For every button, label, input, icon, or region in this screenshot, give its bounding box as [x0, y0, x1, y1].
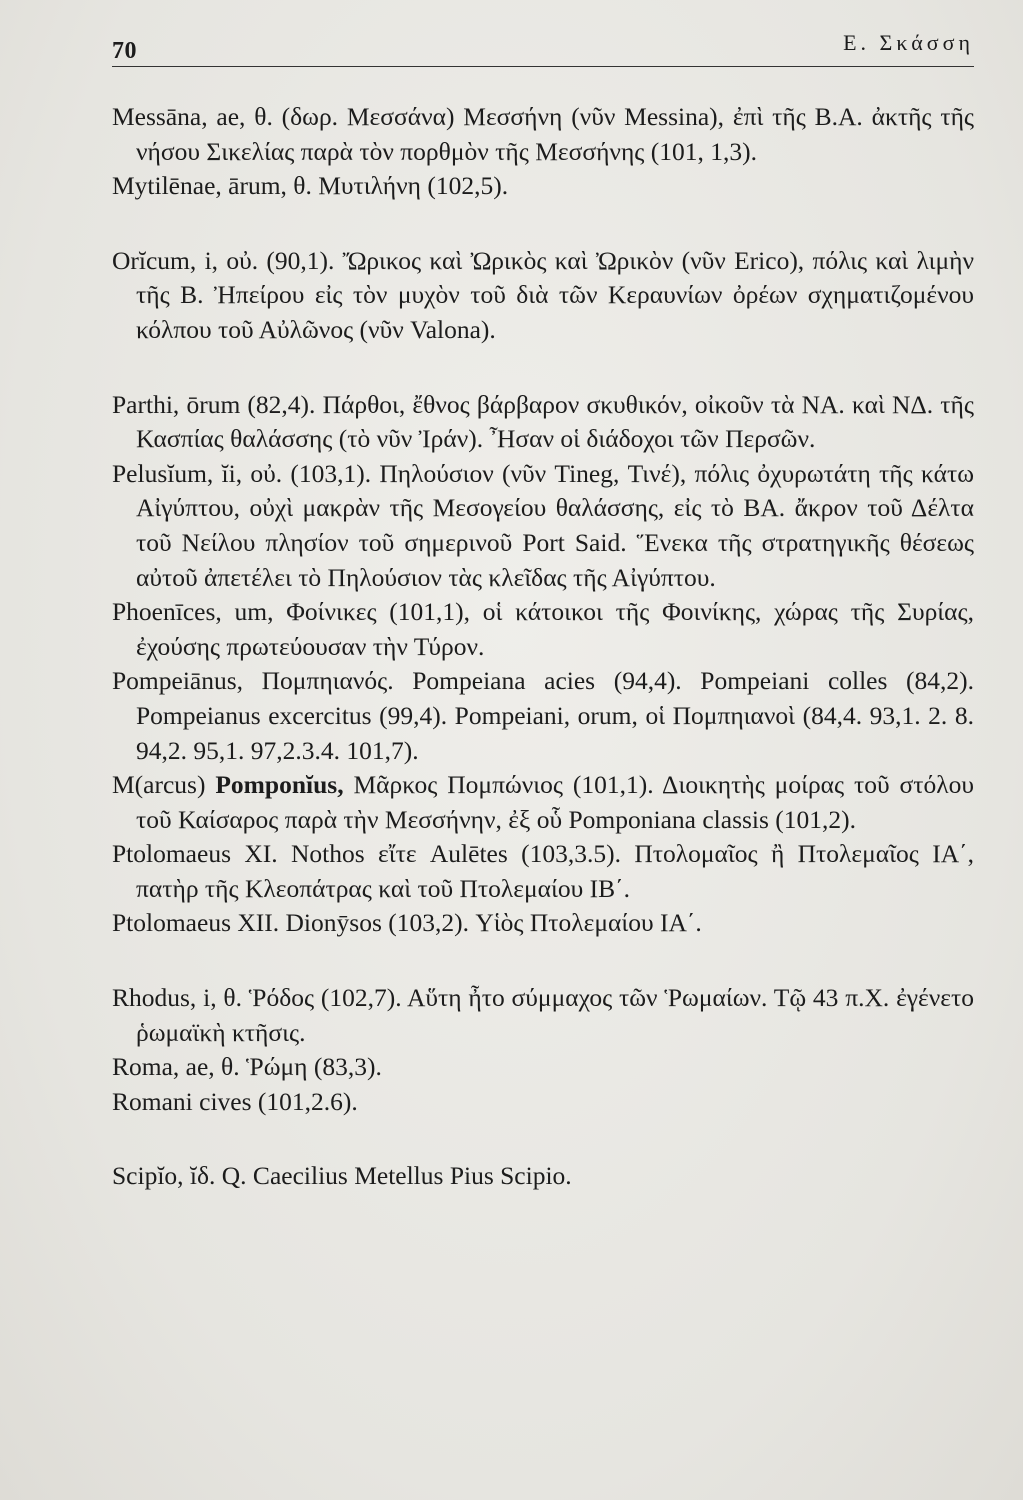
entry-pomponius-body: Μᾶρκος Πομπώνιος (101,1). Διοικητὴς μοίρας τοῦ στόλου τοῦ Καίσαρος παρὰ τὴν Μεσσήνην, ἐξ οὗ Pomponiana classis (101,2).: [136, 770, 974, 834]
running-head: Ε. Σκάσση: [843, 30, 974, 55]
page-header: [112, 22, 974, 66]
entry-messana: Messāna, ae, θ. (δωρ. Μεσσάνα) Μεσσήνη (νῦν Messina), ἐπὶ τῆς Β.Α. ἀκτῆς τῆς νήσου Σικελίας παρὰ τὸν πορθμὸν τῆς Μεσσήνης (101, 1,3).: [112, 102, 974, 166]
entry-romani-cives: Romani cives (101,2.6).: [112, 1086, 358, 1116]
entry-phoenices: Phoenīces, um, Φοίνικες (101,1), οἱ κάτοικοι τῆς Φοινίκης, χώρας τῆς Συρίας, ἐχούσης πρωτεύουσαν τὴν Τύρον.: [112, 597, 974, 661]
page-number: 70: [112, 38, 137, 64]
entry-ptolomaeus-xi: Ptolomaeus XI. Nothos εἴτε Aulētes (103,3.5). Πτολομαῖος ἢ Πτολεμαῖος ΙΑ΄, πατὴρ τῆς Κλεοπάτρας καὶ τοῦ Πτολεμαίου ΙΒ΄.: [112, 839, 974, 903]
entry-rhodus: Rhodus, i, θ. Ῥόδος (102,7). Αὕτη ἦτο σύμμαχος τῶν Ῥωμαίων. Τῷ 43 π.Χ. ἐγένετο ῥωμαϊκὴ κτῆσις.: [112, 983, 974, 1047]
entry-pomponius-prefix: M(arcus): [112, 770, 216, 800]
glossary-entries: [112, 100, 974, 1194]
entry-pelusium: Pelusĭum, ĭi, οὐ. (103,1). Πηλούσιον (νῦν Tineg, Τινέ), πόλις ὀχυρωτάτη τῆς κάτω Αἰγύπτου, οὐχὶ μακρὰν τῆς Μεσογείου θαλάσσης, εἰς τὸ ΒΑ. ἄκρον τοῦ Δέλτα τοῦ Νείλου πλησίον τοῦ σημερινοῦ Port Said. Ἕνεκα τῆς στρατηγικῆς θέσεως αὐτοῦ ἀπετέλει τὸ Πηλούσιον τὰς κλεῖδας τῆς Αἰγύπτου.: [112, 458, 974, 592]
entry-roma: Roma, ae, θ. Ῥώμη (83,3).: [112, 1052, 382, 1082]
entry-pompeianus: Pompeiānus, Πομπηιανός. Pompeiana acies (94,4). Pompeiani colles (84,2). Pompeianus excercitus (99,4). Pompeiani, orum, οἱ Πομπηιανοὶ (84,4. 93,1. 2. 8. 94,2. 95,1. 97,2.3.4. 101,7).: [112, 666, 974, 765]
entry-pomponius-headword: Pomponĭus,: [215, 770, 344, 800]
entry-ptolomaeus-xii: Ptolomaeus XII. Dionȳsos (103,2). Υἱὸς Πτολεμαίου ΙΑ΄.: [112, 908, 702, 938]
entry-scipio: Scipĭo, ĭδ. Q. Caecilius Metellus Pius Scipio.: [112, 1161, 572, 1191]
header-rule: [112, 66, 974, 67]
entry-mytilenae: Mytilēnae, ārum, θ. Μυτιλήνη (102,5).: [112, 171, 509, 201]
entry-pomponius: [112, 768, 974, 837]
entry-parthi: Parthi, ōrum (82,4). Πάρθοι, ἔθνος βάρβαρον σκυθικόν, οἰκοῦν τὰ ΝΑ. καὶ ΝΔ. τῆς Κασπίας θαλάσσης (τὸ νῦν Ἰράν). Ἦσαν οἱ διάδοχοι τῶν Περσῶν.: [112, 389, 974, 454]
entry-oricum: Orĭcum, i, οὐ. (90,1). Ὤρικος καὶ Ὠρικὸς καὶ Ὠρικὸν (νῦν Erico), πόλις καὶ λιμὴν τῆς Β. Ἠπείρου εἰς τὸν μυχὸν τοῦ διὰ τῶν Κεραυνίων ὀρέων σχηματιζομένου κόλπου τοῦ Αὐλῶνος (νῦν Valona).: [112, 245, 974, 344]
